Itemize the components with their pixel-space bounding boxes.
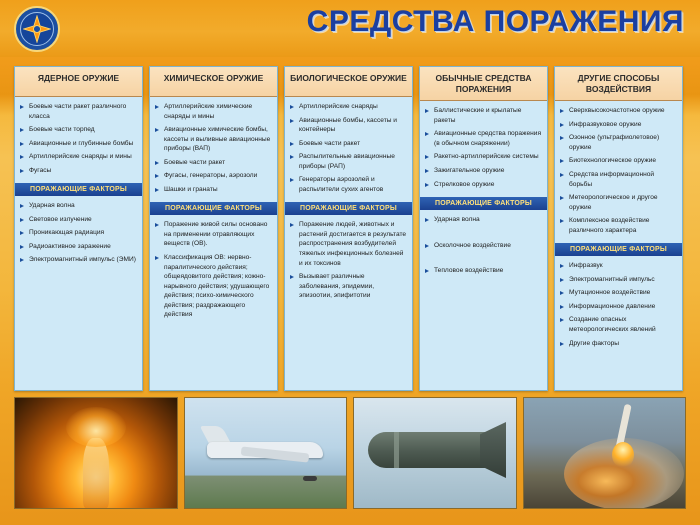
column-factors: [20, 201, 137, 269]
list-item: Озонное (ультрафиолетовое) оружие: [560, 133, 677, 152]
emchs-star-emblem-icon: [14, 6, 60, 52]
list-item: Информационное давление: [560, 302, 677, 312]
column-items: [155, 102, 272, 198]
column-title: ЯДЕРНОЕ ОРУЖИЕ: [15, 67, 142, 97]
list-item: Боевые части торпед: [20, 125, 137, 135]
list-item: Боевые части ракет: [290, 139, 407, 149]
column-title: ОБЫЧНЫЕ СРЕДСТВА ПОРАЖЕНИЯ: [420, 67, 547, 101]
star-icon: [23, 15, 51, 43]
poster-header: [0, 0, 700, 57]
factors-bar: ПОРАЖАЮЩИЕ ФАКТОРЫ: [150, 202, 277, 215]
list-item: Поражение живой силы основано на применении отравляющих веществ (ОВ).: [155, 220, 272, 249]
photo-strip: [14, 397, 686, 509]
list-item: Вызывает различные заболевания, эпидемии, эпизоотии, эпифитотии: [290, 272, 407, 301]
column-title: ХИМИЧЕСКОЕ ОРУЖИЕ: [150, 67, 277, 97]
list-item: Генераторы аэрозолей и распылители сухих агентов: [290, 175, 407, 194]
columns-container: [14, 66, 686, 391]
list-item: Шашки и гранаты: [155, 185, 272, 195]
list-item: Фугасы: [20, 166, 137, 176]
column-items: [425, 106, 542, 193]
list-item: Инфразвуковое оружие: [560, 120, 677, 130]
factors-bar: ПОРАЖАЮЩИЕ ФАКТОРЫ: [15, 183, 142, 196]
list-item: Зажигательное оружие: [425, 166, 542, 176]
column-factors: [425, 215, 542, 280]
rocket-launch-photo: [523, 397, 687, 509]
column-title: ДРУГИЕ СПОСОБЫ ВОЗДЕЙСТВИЯ: [555, 67, 682, 101]
factors-bar: ПОРАЖАЮЩИЕ ФАКТОРЫ: [285, 202, 412, 215]
column-items: [560, 106, 677, 239]
list-item: Радиоактивное заражение: [20, 242, 137, 252]
list-item: Проникающая радиация: [20, 228, 137, 238]
list-item: Распылительные авиационные приборы (РАП): [290, 152, 407, 171]
list-item: Артиллерийские снаряды: [290, 102, 407, 112]
column-chemical: [149, 66, 278, 391]
list-item: Ударная волна: [425, 215, 542, 225]
list-item: Стрелковое оружие: [425, 180, 542, 190]
list-item: Инфразвук: [560, 261, 677, 271]
column-biological: [284, 66, 413, 391]
list-item: Артиллерийские снаряды и мины: [20, 152, 137, 162]
column-factors: [290, 220, 407, 304]
list-item: Баллистические и крылатые ракеты: [425, 106, 542, 125]
column-title: БИОЛОГИЧЕСКОЕ ОРУЖИЕ: [285, 67, 412, 97]
aircraft-bomb-drop-photo: [184, 397, 348, 509]
list-item: Артиллерийские химические снаряды и мины: [155, 102, 272, 121]
list-item: Тепловое воздействие: [425, 266, 542, 276]
list-item: Фугасы, генераторы, аэрозоли: [155, 171, 272, 181]
list-item: Авиационные бомбы, кассеты и контейнеры: [290, 116, 407, 135]
page-title: СРЕДСТВА ПОРАЖЕНИЯ: [306, 5, 684, 38]
column-nuclear: [14, 66, 143, 391]
list-item: Электромагнитный импульс: [560, 275, 677, 285]
list-item: Создание опасных метеорологических явлений: [560, 315, 677, 334]
aerial-bomb-photo: [353, 397, 517, 509]
list-item: Сверхвысокочастотное оружие: [560, 106, 677, 116]
list-item: Авиационные средства поражения (в обычном снаряжении): [425, 129, 542, 148]
column-factors: [155, 220, 272, 323]
list-item: Биотехнологическое оружие: [560, 156, 677, 166]
list-item: Боевые части ракет: [155, 158, 272, 168]
list-item: Комплексное воздействие различного характера: [560, 216, 677, 235]
column-other-methods: [554, 66, 683, 391]
list-item: Авиационные химические бомбы, кассеты и выливные авиационные приборы (ВАП): [155, 125, 272, 154]
list-item: Мутационное воздействие: [560, 288, 677, 298]
list-item: Поражение людей, животных и растений достигается в результате распространения возбудителей тяжелых инфекционных болезней и их токсинов: [290, 220, 407, 268]
list-item: Световое излучение: [20, 215, 137, 225]
list-item: Классификация ОВ: нервно-паралитического действия; общеядовитого действия; кожно-нарывного действия; удушающего действия; психо-химического действия; раздражающего действия: [155, 253, 272, 320]
list-item: Электромагнитный импульс (ЭМИ): [20, 255, 137, 265]
list-item: Ракетно-артиллерийские системы: [425, 152, 542, 162]
nuclear-explosion-photo: [14, 397, 178, 509]
list-item: Средства информационной борьбы: [560, 170, 677, 189]
column-items: [290, 102, 407, 198]
column-items: [20, 102, 137, 179]
list-item: Метеорологическое и другое оружие: [560, 193, 677, 212]
list-item: Авиационные и глубинные бомбы: [20, 139, 137, 149]
list-item: Осколочное воздействие: [425, 241, 542, 251]
factors-bar: ПОРАЖАЮЩИЕ ФАКТОРЫ: [420, 197, 547, 210]
column-factors: [560, 261, 677, 352]
factors-bar: ПОРАЖАЮЩИЕ ФАКТОРЫ: [555, 243, 682, 256]
list-item: Другие факторы: [560, 339, 677, 349]
column-conventional: [419, 66, 548, 391]
list-item: Боевые части ракет различного класса: [20, 102, 137, 121]
list-item: Ударная волна: [20, 201, 137, 211]
